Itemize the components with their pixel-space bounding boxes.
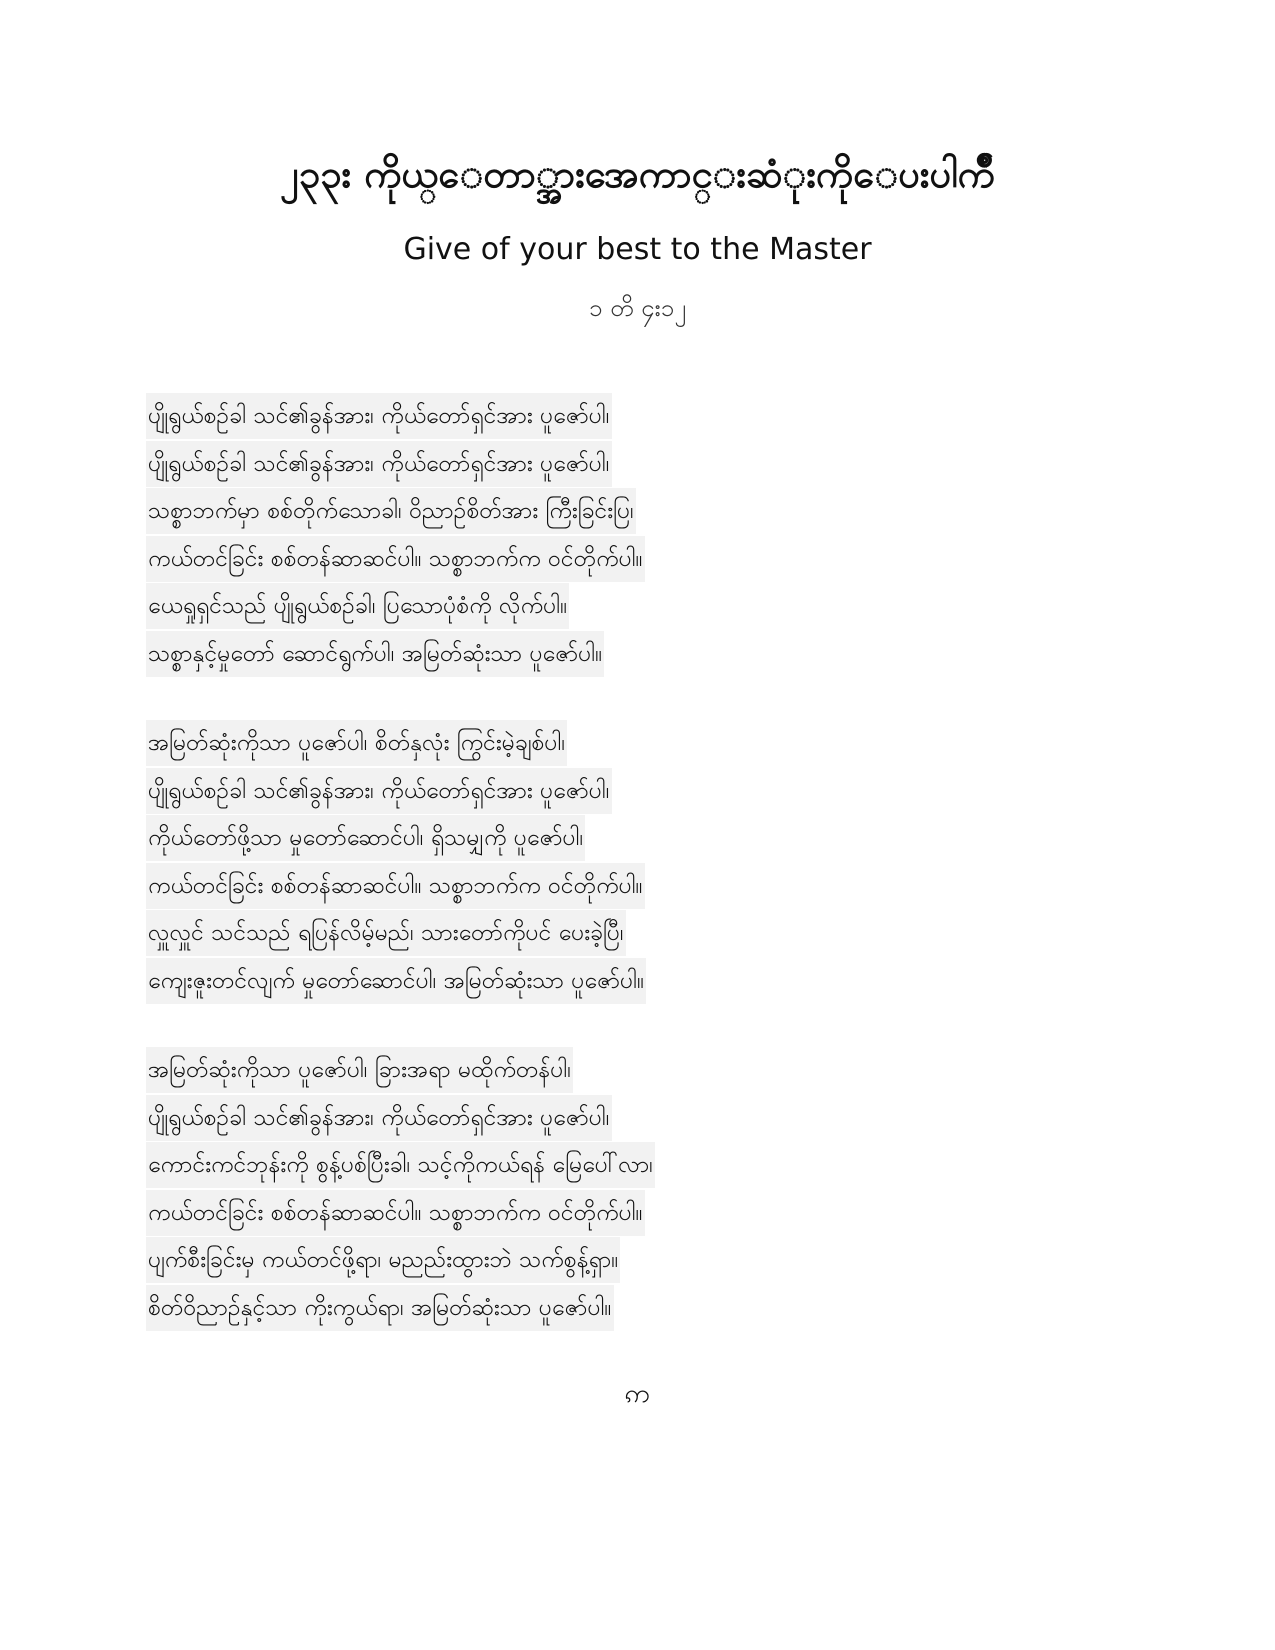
hymn-title-myanmar: ၂၃၃း ကိုယ္ေတာ္အားအေကာင္းဆံုးကိုေပးပါက်ိဳ — [280, 152, 995, 196]
verse-2 — [146, 720, 646, 1005]
verse-line: သစ္စာနှင့်မှုတော် ဆောင်ရွက်ပါ၊ အမြတ်ဆုံးသာ ပူဇော်ပါ။ — [146, 631, 645, 677]
verse-line: ကိုယ်တော်ဖို့သာ မှုတော်ဆောင်ပါ၊ ရှိသမျှကို ပူဇော်ပါ၊ — [146, 815, 646, 861]
verse-line: ပျက်စီးခြင်းမှ ကယ်တင်ဖို့ရာ၊ မညည်းထွားဘဲ သက်စွန့်ရှာ။ — [146, 1237, 655, 1283]
verse-line: ပျိုရွယ်စဉ်ခါ သင်၏ခွန်အား၊ ကိုယ်တော်ရှင်အား ပူဇော်ပါ၊ — [146, 1095, 655, 1141]
verse-line: ကောင်းကင်ဘုန်းကို စွန့်ပစ်ပြီးခါ၊ သင့်ကိုကယ်ရန် မြေပေါ်လာ၊ — [146, 1142, 655, 1188]
verse-line: လှူလှူင် သင်သည် ရပြန်လိမ့်မည်၊ သားတော်ကိုပင် ပေးခဲ့ပြီ၊ — [146, 910, 646, 956]
hymn-title-english: Give of your best to the Master — [403, 232, 872, 267]
verse-line: အမြတ်ဆုံးကိုသာ ပူဇော်ပါ၊ ခြားအရာ မထိုက်တန်ပါ၊ — [146, 1047, 655, 1093]
verse-line: သစ္စာဘက်မှာ စစ်တိုက်သောခါ၊ ဝိညာဉ်စိတ်အား ကြီးခြင်းပြ၊ — [146, 488, 645, 534]
verse-line: ပျိုရွယ်စဉ်ခါ သင်၏ခွန်အား၊ ကိုယ်တော်ရှင်အား ပူဇော်ပါ၊ — [146, 393, 645, 439]
verse-line: ပျိုရွယ်စဉ်ခါ သင်၏ခွန်အား၊ ကိုယ်တော်ရှင်အား ပူဇော်ပါ၊ — [146, 441, 645, 487]
end-ornament: ဢ — [624, 1379, 651, 1409]
verse-line: ယေရှုရှင်သည် ပျိုရွယ်စဉ်ခါ၊ ပြသောပုံစံကို လိုက်ပါ။ — [146, 583, 645, 629]
verse-line: ပျိုရွယ်စဉ်ခါ သင်၏ခွန်အား၊ ကိုယ်တော်ရှင်အား ပူဇော်ပါ၊ — [146, 768, 646, 814]
verse-1 — [146, 393, 645, 678]
verse-line: စိတ်ဝိညာဉ်နှင့်သာ ကိုးကွယ်ရာ၊ အမြတ်ဆုံးသာ ပူဇော်ပါ။ — [146, 1285, 655, 1331]
verse-3 — [146, 1047, 655, 1332]
verse-line: ကယ်တင်ခြင်း စစ်တန်ဆာဆင်ပါ။ သစ္စာဘက်က ဝင်တိုက်ပါ။ — [146, 863, 646, 909]
verse-line: အမြတ်ဆုံးကိုသာ ပူဇော်ပါ၊ စိတ်နှလုံး ကြွင်းမဲ့ချစ်ပါ၊ — [146, 720, 646, 766]
scripture-reference: ၁ တိ ၄း၁၂ — [588, 294, 686, 322]
verse-line: ကျေးဇူးတင်လျက် မှုတော်ဆောင်ပါ၊ အမြတ်ဆုံးသာ ပူဇော်ပါ။ — [146, 958, 646, 1004]
verse-line: ကယ်တင်ခြင်း စစ်တန်ဆာဆင်ပါ။ သစ္စာဘက်က ဝင်တိုက်ပါ။ — [146, 1190, 655, 1236]
verse-line: ကယ်တင်ခြင်း စစ်တန်ဆာဆင်ပါ။ သစ္စာဘက်က ဝင်တိုက်ပါ။ — [146, 536, 645, 582]
